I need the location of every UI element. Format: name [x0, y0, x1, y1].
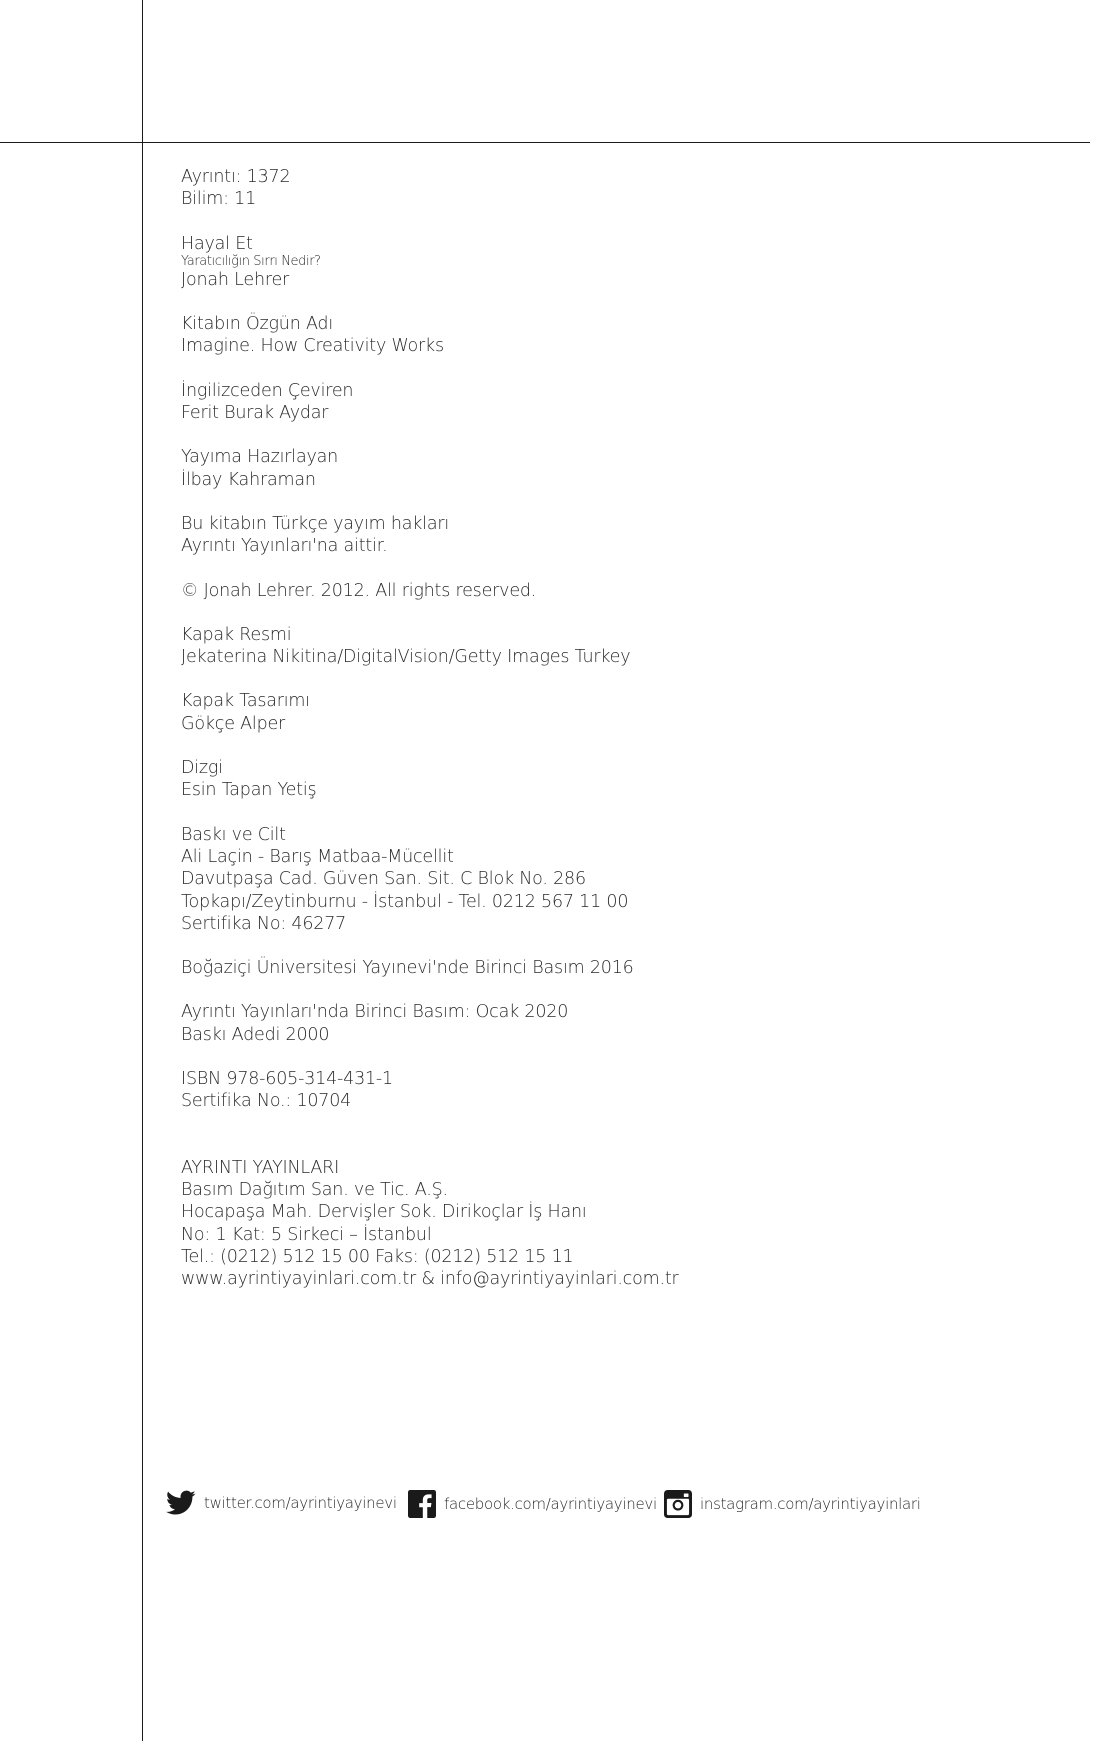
translator: Ferit Burak Aydar [181, 403, 329, 424]
printer-certificate: Sertifika No: 46277 [181, 913, 347, 934]
facebook-link[interactable] [408, 1490, 657, 1518]
facebook-text: facebook.com/ayrintiyayinevi [444, 1495, 657, 1513]
instagram-link[interactable] [664, 1490, 921, 1518]
original-title-label: Kitabın Özgün Adı [181, 314, 333, 335]
copyright: © Jonah Lehrer. 2012. All rights reserved. [181, 580, 537, 601]
cover-design-label: Kapak Tasarımı [181, 691, 310, 712]
instagram-icon [664, 1490, 692, 1518]
publisher-phone-fax: Tel.: (0212) 512 15 00 Faks: (0212) 512 15 11 [181, 1246, 574, 1267]
print-run: Baskı Adedi 2000 [181, 1024, 330, 1045]
twitter-link[interactable] [166, 1490, 397, 1516]
cover-design: Gökçe Alper [181, 713, 286, 734]
editor-label: Yayıma Hazırlayan [181, 447, 339, 468]
publisher-web-email[interactable]: www.ayrintiyayinlari.com.tr & info@ayrintiyayinlari.com.tr [181, 1269, 679, 1290]
book-title: Hayal Et [181, 233, 253, 254]
first-edition: Ayrıntı Yayınları'nda Birinci Basım: Ocak 2020 [181, 1002, 569, 1023]
publisher-address-1: Hocapaşa Mah. Dervişler Sok. Dirikoçlar İş Hanı [181, 1202, 587, 1223]
printer-address-2: Topkapı/Zeytinburnu - İstanbul - Tel. 0212 567 11 00 [181, 891, 629, 912]
cover-image: Jekaterina Nikitina/DigitalVision/Getty Images Turkey [181, 647, 631, 668]
cover-image-label: Kapak Resmi [181, 624, 292, 645]
first-edition-other: Boğaziçi Üniversitesi Yayınevi'nde Birinci Basım 2016 [181, 958, 634, 979]
original-title: Imagine. How Creativity Works [181, 336, 444, 357]
twitter-text: twitter.com/ayrintiyayinevi [204, 1494, 397, 1512]
printing-label: Baskı ve Cilt [181, 824, 286, 845]
printer-address-1: Davutpaşa Cad. Güven San. Sit. C Blok No. 286 [181, 869, 586, 890]
instagram-text: instagram.com/ayrintiyayinlari [700, 1495, 921, 1513]
vertical-rule [142, 0, 143, 1741]
rights-line-2: Ayrıntı Yayınları'na aittir. [181, 536, 388, 557]
publisher-address-2: No: 1 Kat: 5 Sirkeci – İstanbul [181, 1224, 432, 1245]
science-number: Bilim: 11 [181, 189, 257, 210]
imprint-block [181, 166, 1021, 1290]
editor: İlbay Kahraman [181, 469, 316, 490]
translator-label: İngilizceden Çeviren [181, 380, 354, 401]
isbn: ISBN 978-605-314-431-1 [181, 1069, 393, 1090]
series-number: Ayrıntı: 1372 [181, 167, 291, 187]
publisher-certificate: Sertifika No.: 10704 [181, 1091, 352, 1112]
printer-name: Ali Laçin - Barış Matbaa-Mücellit [181, 846, 454, 867]
twitter-icon [166, 1490, 196, 1516]
typesetting: Esin Tapan Yetiş [181, 780, 317, 801]
horizontal-rule [0, 142, 1090, 143]
author: Jonah Lehrer [181, 269, 290, 290]
facebook-icon [408, 1490, 436, 1518]
social-links [166, 1490, 1066, 1530]
publisher-company: Basım Dağıtım San. ve Tic. A.Ş. [181, 1179, 448, 1200]
publisher-name: AYRINTI YAYINLARI [181, 1157, 340, 1178]
rights-line-1: Bu kitabın Türkçe yayım hakları [181, 513, 450, 534]
typesetting-label: Dizgi [181, 758, 223, 779]
book-subtitle: Yaratıcılığın Sırrı Nedir? [181, 253, 321, 269]
